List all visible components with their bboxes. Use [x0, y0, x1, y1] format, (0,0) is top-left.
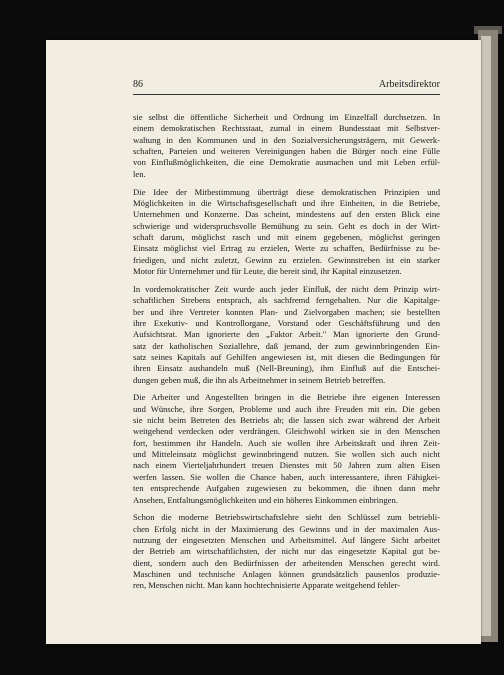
text-line: und Mitteleinsatz möglichst gewinnbringend nutzen. Sie wollen sich auch nicht: [133, 449, 440, 460]
text-line: ihre Exekutiv- und Kontrollorgane, Vorstand oder Geschäftsführung und den: [133, 317, 440, 328]
text-line: ber und ihre Vertreter konnten Plan- und Zielvorgaben machen; sie bestellten: [133, 306, 440, 317]
page-number: 86: [133, 79, 143, 90]
text-line: sie nicht beim Betreten des Betriebs ab; die lassen sich zwar während der Arbeit: [133, 415, 440, 426]
paragraph: [133, 187, 440, 278]
paragraph: [133, 512, 440, 591]
text-line: ten entsprechende Aufgaben zugewiesen zu bekommen, die ihnen dann mehr: [133, 483, 440, 494]
paragraph: [133, 392, 440, 505]
text-line: satz seines Kapitals auf Gehilfen angewiesen ist, mit diesen die Bedingungen für: [133, 351, 440, 362]
text-line: von Einflußmöglichkeiten, die eine Demokratie ausmachen und mit Leben erfül-: [133, 157, 440, 168]
text-line: werfen lassen. Sie wollen die Chance haben, auch interessantere, ihren Fähigkei-: [133, 471, 440, 482]
text-line: fort, bestimmen ihr Handeln. Auch sie wollen ihre Arbeitskraft und ihren Zeit-: [133, 437, 440, 448]
text-line: schaft darum, möglichst rasch und mit einem gegebenen, möglichst geringen: [133, 231, 440, 242]
text-line: Aufsichtsrat. Man ignorierte den „Faktor Arbeit." Man ignorierte den Grund-: [133, 329, 440, 340]
text-line: Motor für Unternehmer und für Leute, die bereit sind, ihr Kapital einzusetzen.: [133, 265, 402, 276]
text-line: ihren Einsatz aushandeln muß (Nell-Breuning), ihm Einfluß auf die Entschei-: [133, 363, 440, 374]
text-line: Die Arbeiter und Angestellten bringen in die Betriebe ihre eigenen Interessen: [133, 392, 440, 403]
running-title: Arbeitsdirektor: [378, 79, 440, 90]
text-line: ren, Menschen nicht. Man kann hochtechnisierte Apparate weitgehend fehler-: [133, 580, 401, 591]
book-page-stack: [481, 36, 491, 636]
body-text: [133, 112, 440, 598]
text-line: schaftlichen Strebens entsprach, als sachfremd ferngehalten. Nur die Kapitalge-: [133, 295, 440, 306]
text-line: weitgehend verdecken oder verdrängen. Gleichwohl wirken sie in den Menschen: [133, 426, 440, 437]
text-line: In vordemokratischer Zeit wurde auch jeder Einfluß, der nicht dem Prinzip wirt-: [133, 283, 440, 294]
text-line: Unternehmen und Konzerne. Das scheint, mindestens auf den ersten Blick eine: [133, 209, 440, 220]
text-line: sie selbst die öffentliche Sicherheit und Ordnung im Einzelfall durchsetzen. In: [133, 112, 440, 122]
paragraph: [133, 112, 440, 180]
text-line: waltung in den Kommunen und in den Sozialversicherungsträgern, mit Gewerk-: [133, 134, 440, 145]
page-header: [133, 79, 440, 95]
text-line: nutzung der eingesetzten Menschen und Arbeitsmittel. Auf längere Sicht arbeitet: [133, 535, 440, 546]
text-line: schaften, Parteien und weiteren Vereinigungen haben die Bürger noch eine Fülle: [133, 146, 440, 157]
text-line: dungen geben muß, die ihn als Arbeitnehmer in seinem Betrieb betreffen.: [133, 374, 386, 385]
text-line: len.: [133, 168, 146, 179]
text-line: und Wünsche, ihre Sorgen, Probleme und auch ihre Freuden mit ein. Die geben: [133, 403, 440, 414]
text-line: Maschinen und technische Anlagen können grundsätzlich pausenlos produzie-: [133, 569, 440, 580]
text-line: nach einem Vierteljahrhundert treuen Dienstes mit 50 Jahren zum alten Eisen: [133, 460, 440, 471]
text-line: der Betrieb am wirtschaftlichsten, der nicht nur das eingesetzte Kapital gut be-: [133, 546, 440, 557]
text-line: schwierige und widerspruchsvolle Bemühung zu sein. Geht es doch in der Wirt-: [133, 220, 440, 231]
text-line: dient, sondern auch den Bedürfnissen der arbeitenden Menschen gerecht wird.: [133, 557, 440, 568]
text-line: Ansehen, Entfaltungsmöglichkeiten und ein höheres Einkommen einbringen.: [133, 494, 398, 505]
text-line: satz der katholischen Soziallehre, daß jemand, der zum gewinnbringenden Ein-: [133, 340, 440, 351]
text-line: Schon die moderne Betriebswirtschaftslehre sieht den Schlüssel zum betriebli-: [133, 512, 440, 523]
paragraph: [133, 284, 440, 386]
text-line: Möglichkeiten in die Wirtschaftsgesellschaft und ihre Einheiten, in die Betriebe,: [133, 197, 440, 208]
text-line: Die Idee der Mitbestimmung überträgt diese demokratischen Prinzipien und: [133, 186, 440, 197]
text-line: Einsatz möglichst viel Ertrag zu erzielen, Werte zu schaffen, Bedürfnisse zu be-: [133, 243, 440, 254]
text-line: friedigen, und nicht zuletzt, Gewinn zu erzielen. Gewinnstreben ist ein starker: [133, 254, 440, 265]
text-line: chen Erfolg nicht in der Maximierung des Gewinns und in der maximalen Aus-: [133, 523, 440, 534]
text-line: einem demokratischen Rechtsstaat, zumal in einem Bundesstaat mit Selbstver-: [133, 123, 440, 134]
